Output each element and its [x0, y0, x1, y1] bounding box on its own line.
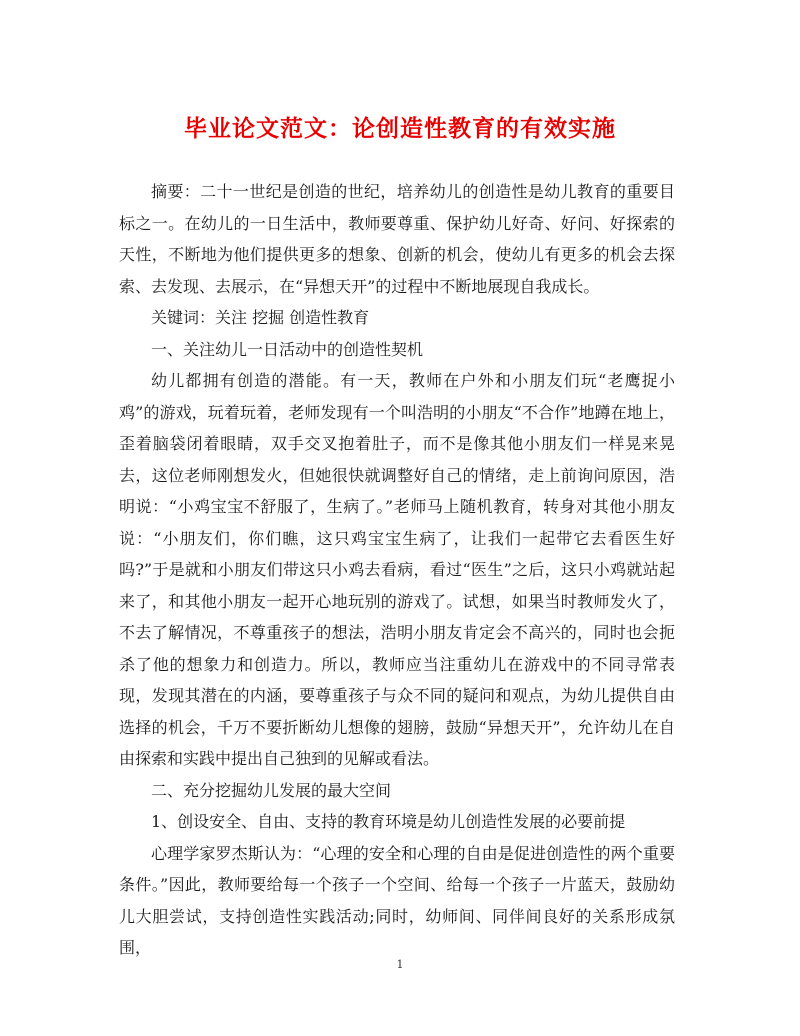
abstract-paragraph: 摘要：二十一世纪是创造的世纪，培养幼儿的创造性是幼儿教育的重要目标之一。在幼儿的一日生活中，教师要尊重、保护幼儿好奇、好问、好探索的天性，不断地为他们提供更多的想象、创新的机会，使幼儿有更多的机会去探索、去发现、去展示，在“异想天开”的过程中不断地展现自我成长。: [119, 182, 675, 296]
subsection-heading-1: 1、创设安全、自由、支持的教育环境是幼儿创造性发展的必要前提: [151, 812, 626, 831]
page-number: 1: [396, 958, 404, 971]
document-title: 毕业论文范文：论创造性教育的有效实施: [184, 116, 616, 142]
keywords-paragraph: 关键词：关注 挖掘 创造性教育: [151, 308, 370, 327]
document-body: [119, 176, 675, 964]
section-heading-1: 一、关注幼儿一日活动中的创造性契机: [151, 339, 424, 359]
body-paragraph: 心理学家罗杰斯认为：“心理的安全和心理的自由是促进创造性的两个重要条件。”因此，教师要给每一个孩子一个空间、给每一个孩子一片蓝天，鼓励幼儿大胆尝试，支持创造性实践活动;同时，幼师间、同伴间良好的关系形成氛围，: [119, 843, 675, 957]
section-heading-2: 二、充分挖掘幼儿发展的最大空间: [151, 780, 392, 800]
body-paragraph: 幼儿都拥有创造的潜能。有一天，教师在户外和小朋友们玩“老鹰捉小鸡”的游戏，玩着玩着，老师发现有一个叫浩明的小朋友“不合作”地蹲在地上，歪着脑袋闭着眼睛，双手交叉抱着肚子，而不是像其他小朋友们一样晃来晃去，这位老师刚想发火，但她很快就调整好自己的情绪，走上前询问原因，浩明说：“小鸡宝宝不舒服了，生病了。”老师马上随机教育，转身对其他小朋友说：“小朋友们，你们瞧，这只鸡宝宝生病了，让我们一起带它去看医生好吗?”于是就和小朋友们带这只小鸡去看病，看过“医生”之后，这只小鸡就站起来了，和其他小朋友一起开心地玩别的游戏了。试想，如果当时教师发火了，不去了解情况，不尊重孩子的想法，浩明小朋友肯定会不高兴的，同时也会扼杀了他的想象力和创造力。所以，教师应当注重幼儿在游戏中的不同寻常表现，发现其潜在的内涵，要尊重孩子与众不同的疑问和观点，为幼儿提供自由选择的机会，千万不要折断幼儿想像的翅膀，鼓励“异想天开”，允许幼儿在自由探索和实践中提出自己独到的见解或看法。: [119, 371, 675, 768]
